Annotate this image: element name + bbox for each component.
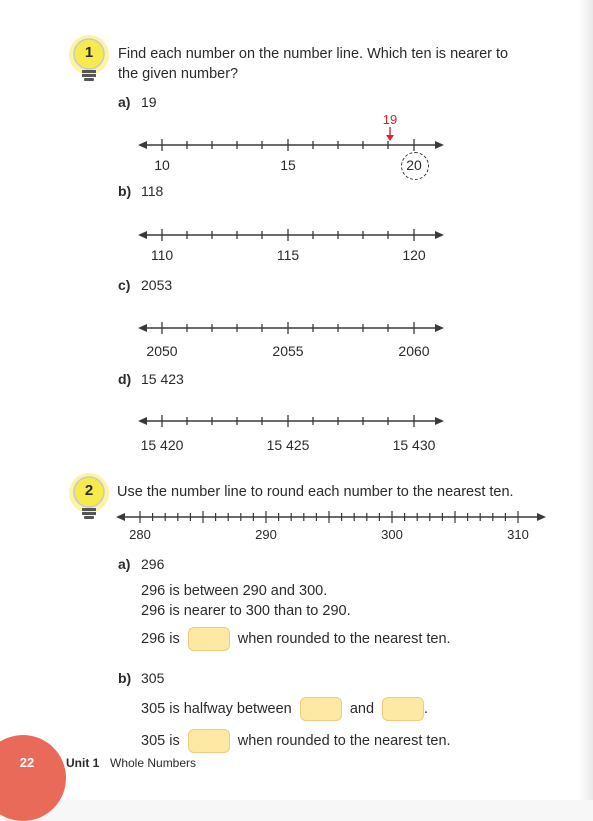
q2-part-b-label: b) bbox=[118, 670, 132, 686]
tick-label-b-0: 110 bbox=[150, 247, 174, 263]
q2-part-a-line3 bbox=[141, 627, 451, 651]
tick-label-a-2: 20 bbox=[406, 157, 422, 173]
footer-title: Whole Numbers bbox=[110, 756, 197, 770]
q2-part-a-value: 296 bbox=[141, 556, 165, 572]
q2-part-b-line2-post: when rounded to the nearest ten. bbox=[237, 732, 451, 749]
tick-label-b-2: 120 bbox=[402, 247, 426, 263]
page-number-tab bbox=[0, 735, 66, 821]
q2-part-b-line1 bbox=[141, 697, 428, 721]
q2-part-a-line3-pre: 296 is bbox=[141, 630, 180, 647]
tick-label-d-0: 15 420 bbox=[140, 437, 184, 453]
number-line-b bbox=[138, 228, 444, 242]
q2-part-b-value: 305 bbox=[141, 670, 165, 686]
tick-label-q2-2: 300 bbox=[381, 527, 403, 542]
q2-part-a-label: a) bbox=[118, 556, 131, 572]
q2-part-b-line1-post: . bbox=[424, 700, 429, 717]
tick-label-c-1: 2055 bbox=[272, 343, 304, 359]
part-b-value: 118 bbox=[141, 183, 164, 199]
page-edge-shadow bbox=[579, 0, 593, 800]
tick-label-q2-3: 310 bbox=[507, 527, 529, 542]
q2-part-a-line2: 296 is nearer to 300 than to 290. bbox=[141, 603, 351, 619]
question-2-number: 2 bbox=[84, 482, 94, 499]
answer-box-296[interactable] bbox=[188, 627, 230, 651]
number-line-d bbox=[138, 414, 444, 428]
q2-part-a-line1: 296 is between 290 and 300. bbox=[141, 583, 328, 599]
part-c-value: 2053 bbox=[141, 277, 173, 293]
marker-19-label: 19 bbox=[382, 112, 398, 127]
question-1-text bbox=[118, 44, 508, 84]
tick-label-d-2: 15 430 bbox=[392, 437, 436, 453]
tick-label-d-1: 15 425 bbox=[266, 437, 310, 453]
tick-label-c-0: 2050 bbox=[146, 343, 178, 359]
part-b-label: b) bbox=[118, 183, 132, 199]
number-line-a bbox=[138, 138, 444, 152]
number-line-q2 bbox=[116, 510, 546, 524]
question-1-text-line1: Find each number on the number line. Which ten is nearer to bbox=[118, 46, 509, 62]
tick-label-q2-1: 290 bbox=[255, 527, 277, 542]
part-d-value: 15 423 bbox=[141, 371, 184, 387]
footer-unit: Unit 1 bbox=[66, 756, 100, 770]
question-1-number: 1 bbox=[84, 44, 94, 61]
number-line-c bbox=[138, 321, 444, 335]
answer-box-halfway-lower[interactable] bbox=[300, 697, 342, 721]
tick-label-c-2: 2060 bbox=[398, 343, 430, 359]
q2-part-b-line1-pre: 305 is halfway between bbox=[141, 700, 292, 717]
tick-label-q2-0: 280 bbox=[129, 527, 151, 542]
page-number: 22 bbox=[19, 755, 35, 770]
part-a-value: 19 bbox=[141, 94, 157, 110]
marker-19-arrow-icon bbox=[386, 127, 394, 141]
tick-label-a-1: 15 bbox=[280, 157, 296, 173]
question-2-text: Use the number line to round each number to the nearest ten. bbox=[117, 484, 514, 500]
answer-box-305[interactable] bbox=[188, 729, 230, 753]
part-a-label: a) bbox=[118, 94, 131, 110]
tick-label-a-0: 10 bbox=[154, 157, 170, 173]
q2-part-b-line2-pre: 305 is bbox=[141, 732, 180, 749]
q2-part-b-line2 bbox=[141, 729, 451, 753]
question-1-text-line2: the given number? bbox=[118, 66, 239, 82]
tick-label-b-1: 115 bbox=[276, 247, 300, 263]
answer-box-halfway-upper[interactable] bbox=[382, 697, 424, 721]
part-c-label: c) bbox=[118, 277, 131, 293]
q2-part-a-line3-post: when rounded to the nearest ten. bbox=[237, 630, 451, 647]
q2-part-b-line1-mid: and bbox=[349, 700, 375, 717]
part-d-label: d) bbox=[118, 371, 132, 387]
